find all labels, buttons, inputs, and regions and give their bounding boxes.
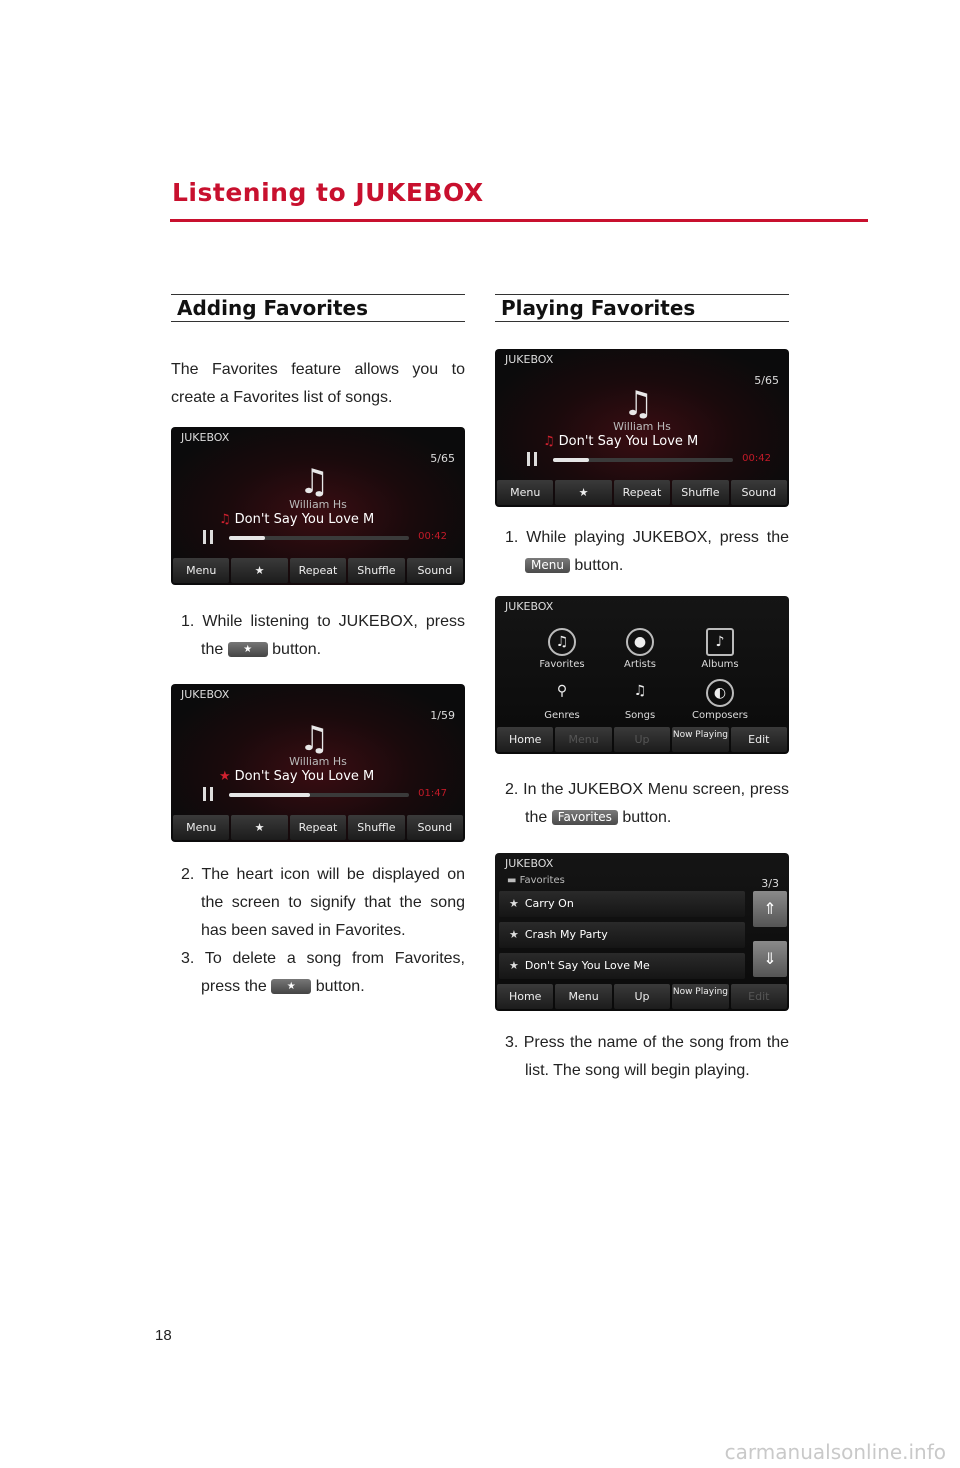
menu-button[interactable]: Menu: [555, 984, 611, 1009]
menu-albums[interactable]: ♪ Albums: [675, 628, 765, 670]
now-playing-button[interactable]: Now Playing: [672, 727, 728, 752]
now-playing-button[interactable]: Now Playing: [672, 984, 728, 1009]
scroll-down-icon[interactable]: ⇓: [753, 941, 787, 977]
list-item[interactable]: ★ Don't Say You Love Me: [499, 953, 745, 979]
elapsed-time: 00:42: [742, 453, 771, 464]
favorite-star-button[interactable]: ★: [231, 815, 287, 840]
track-count: 1/59: [430, 709, 455, 722]
pause-icon[interactable]: [203, 787, 213, 801]
folder-label: ▬ Favorites: [507, 875, 565, 886]
favorites-inline-button: Favorites: [552, 810, 618, 825]
pause-icon[interactable]: [527, 452, 537, 466]
adding-step-1: 1. While listening to JUKEBOX, press the ★ button.: [181, 613, 465, 658]
favorite-star-button[interactable]: ★: [231, 558, 287, 583]
star-button-icon: ★: [228, 642, 268, 657]
artist-name: William Hs: [289, 498, 347, 511]
screen-header: JUKEBOX: [505, 600, 554, 613]
screen-header: JUKEBOX: [505, 353, 554, 366]
progress-bar[interactable]: [229, 536, 409, 540]
music-note-icon: ♫: [299, 462, 330, 502]
sound-button[interactable]: Sound: [407, 558, 463, 583]
page-title: Listening to JUKEBOX: [172, 178, 484, 207]
jukebox-screen-playing: [495, 349, 789, 507]
menu-favorites[interactable]: ♫ Favorites: [517, 628, 607, 670]
section-heading-adding-favorites: Adding Favorites: [171, 294, 465, 322]
note-tag-icon: ♫: [543, 434, 555, 449]
shuffle-button[interactable]: Shuffle: [672, 480, 728, 505]
album-icon: ♪: [706, 628, 734, 656]
menu-button[interactable]: Menu: [555, 727, 611, 752]
favorite-star-icon: ★: [219, 769, 231, 784]
playing-step-1: 1. While playing JUKEBOX, press the Menu button.: [505, 529, 789, 574]
watermark: carmanualsonline.info: [724, 1440, 946, 1464]
playing-step-3: 3. Press the name of the song from the list. The song will begin playing.: [505, 1034, 789, 1079]
playing-step-2: 2. In the JUKEBOX Menu screen, press the Favorites button.: [505, 781, 789, 826]
music-note-icon: ♫: [623, 384, 654, 424]
song-title: ★ Don't Say You Love M: [219, 769, 375, 784]
favorites-icon: ♫: [548, 628, 576, 656]
song-title: ♫ Don't Say You Love M: [219, 512, 375, 527]
menu-composers[interactable]: ◐ Composers: [675, 679, 765, 721]
song-icon: ♫: [633, 683, 647, 699]
shuffle-button[interactable]: Shuffle: [348, 558, 404, 583]
star-icon: ★: [509, 928, 519, 941]
menu-button[interactable]: Menu: [173, 815, 229, 840]
favorite-star-button[interactable]: ★: [555, 480, 611, 505]
jukebox-screen-favorited: [171, 684, 465, 842]
adding-intro: The Favorites feature allows you to create a Favorites list of songs.: [171, 361, 465, 406]
repeat-button[interactable]: Repeat: [290, 815, 346, 840]
progress-bar[interactable]: [229, 793, 409, 797]
edit-button[interactable]: Edit: [731, 984, 787, 1009]
progress-bar[interactable]: [553, 458, 733, 462]
list-item[interactable]: ★ Crash My Party: [499, 922, 745, 948]
screen-header: JUKEBOX: [181, 688, 230, 701]
repeat-button[interactable]: Repeat: [290, 558, 346, 583]
menu-inline-button: Menu: [525, 558, 570, 573]
home-button[interactable]: Home: [497, 727, 553, 752]
list-count: 3/3: [761, 877, 779, 890]
jukebox-screen-now-playing: [171, 427, 465, 585]
track-count: 5/65: [754, 374, 779, 387]
menu-genres[interactable]: ⚲ Genres: [517, 679, 607, 721]
up-button[interactable]: Up: [614, 984, 670, 1009]
composer-icon: ◐: [706, 679, 734, 707]
adding-step-3: 3. To delete a song from Favorites, press the ★ button.: [181, 950, 465, 995]
jukebox-menu-screen: [495, 596, 789, 754]
artist-icon: ●: [626, 628, 654, 656]
star-icon: ★: [509, 959, 519, 972]
song-title: ♫ Don't Say You Love M: [543, 434, 699, 449]
adding-step-2: 2. The heart icon will be displayed on the screen to signify that the song has been saved in Favorites.: [181, 866, 465, 939]
edit-button[interactable]: Edit: [731, 727, 787, 752]
menu-button[interactable]: Menu: [497, 480, 553, 505]
screen-header: JUKEBOX: [181, 431, 230, 444]
section-heading-playing-favorites: Playing Favorites: [495, 294, 789, 322]
home-button[interactable]: Home: [497, 984, 553, 1009]
jukebox-favorites-list-screen: [495, 853, 789, 1011]
shuffle-button[interactable]: Shuffle: [348, 815, 404, 840]
menu-songs[interactable]: ♫ Songs: [595, 679, 685, 721]
star-icon: ★: [509, 897, 519, 910]
up-button[interactable]: Up: [614, 727, 670, 752]
scroll-up-icon[interactable]: ⇑: [753, 891, 787, 927]
menu-button[interactable]: Menu: [173, 558, 229, 583]
note-tag-icon: ♫: [219, 512, 231, 527]
folder-icon: ▬: [507, 875, 520, 886]
star-button-icon: ★: [271, 979, 311, 994]
screen-header: JUKEBOX: [505, 857, 554, 870]
music-note-icon: ♫: [299, 719, 330, 759]
sound-button[interactable]: Sound: [407, 815, 463, 840]
repeat-button[interactable]: Repeat: [614, 480, 670, 505]
menu-artists[interactable]: ● Artists: [595, 628, 685, 670]
guitar-icon: ⚲: [556, 683, 568, 699]
title-rule: [170, 219, 868, 222]
artist-name: William Hs: [289, 755, 347, 768]
sound-button[interactable]: Sound: [731, 480, 787, 505]
page-number: 18: [155, 1327, 172, 1344]
pause-icon[interactable]: [203, 530, 213, 544]
artist-name: William Hs: [613, 420, 671, 433]
list-item[interactable]: ★ Carry On: [499, 891, 745, 917]
track-count: 5/65: [430, 452, 455, 465]
elapsed-time: 01:47: [418, 788, 447, 799]
elapsed-time: 00:42: [418, 531, 447, 542]
